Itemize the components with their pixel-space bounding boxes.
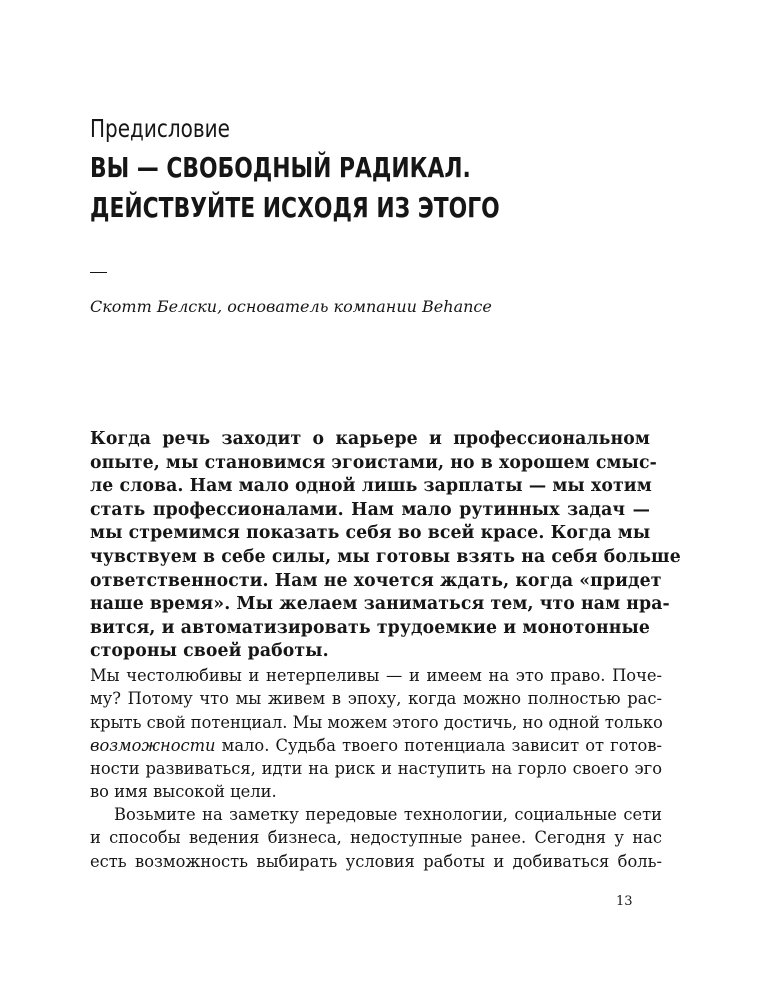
paragraph-line: во имя высокой цели. bbox=[90, 782, 277, 802]
lead-paragraph bbox=[90, 428, 681, 664]
lead-line: вится, и автоматизировать трудоемкие и монотонные bbox=[90, 617, 650, 638]
emphasis-text: возможности bbox=[90, 735, 216, 755]
paragraph-line: ности развиваться, идти на риск и наступить на горло своего эго bbox=[90, 759, 662, 779]
lead-line: Когда речь заходит о карьере и профессиональном bbox=[90, 429, 650, 449]
lead-line: чувствуем в себе силы, мы готовы взять на себя больше bbox=[90, 546, 681, 567]
paragraph-line: Возьмите на заметку передовые технологии, социальные сети bbox=[114, 805, 662, 824]
lead-line: стать профессионалами. Нам мало рутинных задач — bbox=[90, 499, 650, 520]
paragraph-line: му? Потому что мы живем в эпоху, когда можно полностью рас- bbox=[90, 689, 662, 709]
chapter-heading bbox=[90, 110, 690, 228]
chapter-title-line-1: ВЫ — СВОБОДНЫЙ РАДИКАЛ. bbox=[90, 151, 471, 184]
paragraph-line: крыть свой потенциал. Мы можем этого достичь, но одной только bbox=[90, 712, 663, 732]
epigraph-attribution: Скотт Белски, основатель компании Behance bbox=[90, 297, 492, 316]
paragraph-line bbox=[90, 734, 662, 757]
lead-line: ле слова. Нам мало одной лишь зарплаты — мы хотим bbox=[90, 476, 652, 497]
lead-line: наше время». Мы желаем заниматься тем, что нам нра- bbox=[90, 594, 670, 615]
paragraph-line: Мы честолюбивы и нетерпеливы — и имеем на это право. Поче- bbox=[90, 666, 662, 685]
body-paragraph-2 bbox=[90, 803, 662, 873]
body-paragraph-1 bbox=[90, 664, 662, 804]
lead-line: мы стремимся показать себя во всей красе. Когда мы bbox=[90, 523, 651, 544]
attribution-dash bbox=[90, 272, 107, 273]
chapter-title-line-2: ДЕЙСТВУЙТЕ ИСХОДЯ ИЗ ЭТОГО bbox=[90, 191, 500, 224]
page-number: 13 bbox=[616, 894, 633, 909]
paragraph-line: есть возможность выбирать условия работы и добиваться боль- bbox=[90, 851, 662, 871]
lead-line: ответственности. Нам не хочется ждать, когда «придет bbox=[90, 570, 662, 591]
paragraph-line: и способы ведения бизнеса, недоступные ранее. Сегодня у нас bbox=[90, 828, 662, 848]
paragraph-line-rest: мало. Судьба твоего потенциала зависит от готов- bbox=[215, 735, 662, 755]
lead-line: стороны своей работы. bbox=[90, 641, 329, 662]
lead-line: опыте, мы становимся эгоистами, но в хорошем смыс- bbox=[90, 452, 657, 473]
chapter-kicker: Предисловие bbox=[90, 114, 230, 143]
